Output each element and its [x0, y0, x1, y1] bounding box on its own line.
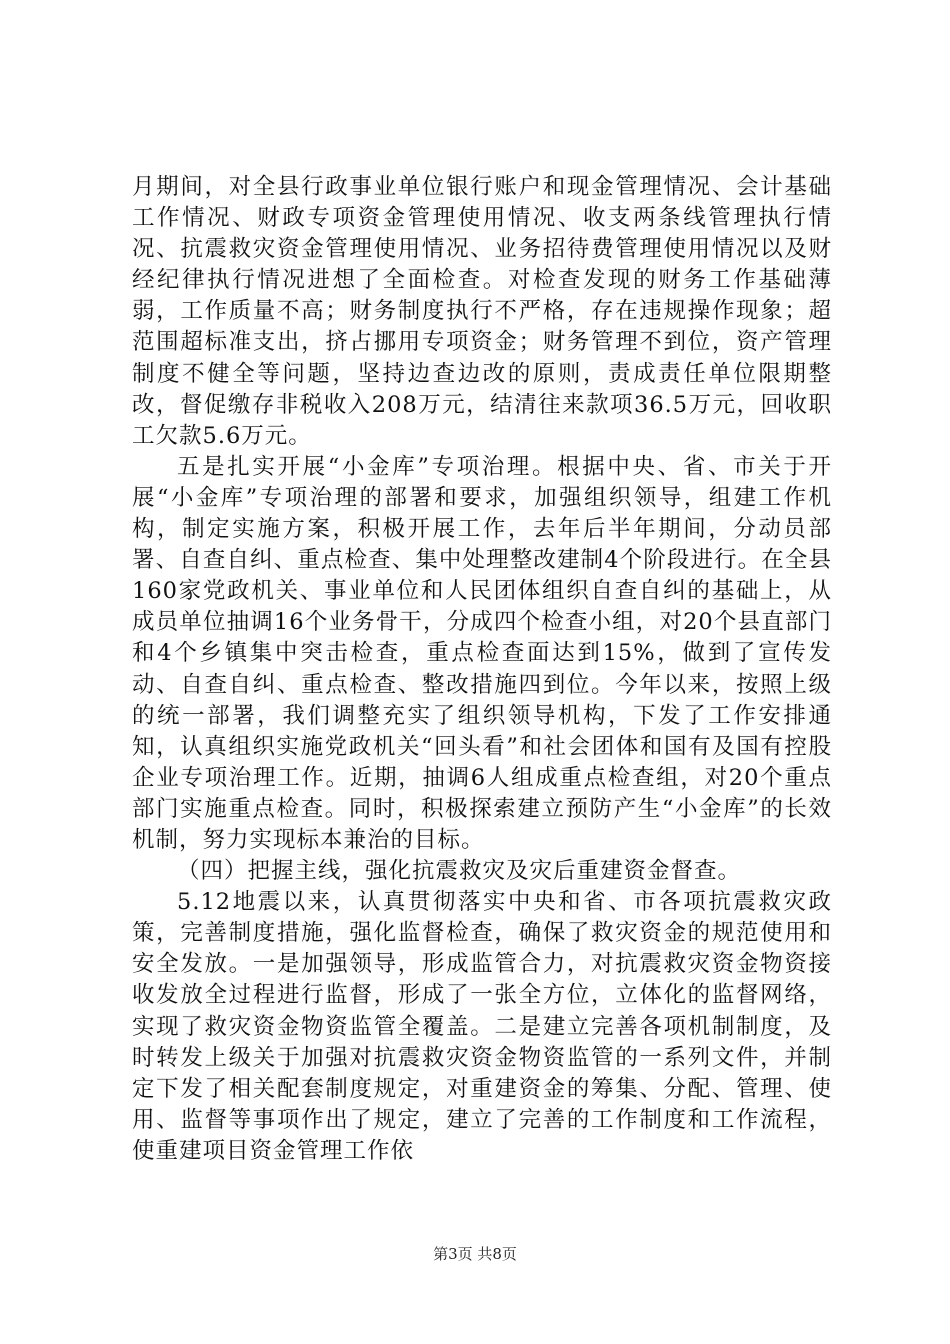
section-heading: （四）把握主线，强化抗震救灾及灾后重建资金督查。 — [177, 858, 742, 885]
page-footer: 第3页 共8页 — [433, 1245, 517, 1263]
paragraph-2: 五是扎实开展“小金库”专项治理。根据中央、省、市关于开展“小金库”专项治理的部署和要求，加强组织领导，组建工作机构，制定实施方案，积极开展工作，去年后半年期间，分动员部署、自查自纠、重点检查、集中处理整改建制4个阶段进行。在全县160家党政机关、事业单位和人民团体组织自查自纠的基础上，从成员单位抽调16个业务骨干，分成四个检查小组，对20个县直部门和4个乡镇集中突击检查，重点检查面达到15%，做到了宣传发动、自查自纠、重点检查、整改措施四到位。今年以来，按照上级的统一部署，我们调整充实了组织领导机构，下发了工作安排通知，认真组织实施党政机关“回头看”和社会团体和国有及国有控股企业专项治理工作。近期，抽调6人组成重点检查组，对20个重点部门实施重点检查。同时，积极探索建立预防产生“小金库”的长效机制，努力实现标本兼治的目标。 — [132, 453, 832, 853]
paragraph-3: 5.12地震以来，认真贯彻落实中央和省、市各项抗震救灾政策，完善制度措施，强化监督检查，确保了救灾资金的规范使用和安全发放。一是加强领导，形成监管合力，对抗震救灾资金物资接收发放全过程进行监督，形成了一张全方位，立体化的监督网络，实现了救灾资金物资监管全覆盖。二是建立完善各项机制制度，及时转发上级关于加强对抗震救灾资金物资监管的一系列文件，并制定下发了相关配套制度规定，对重建资金的筹集、分配、管理、使用、监督等事项作出了规定，建立了完善的工作制度和工作流程，使重建项目资金管理工作依 — [132, 889, 832, 1164]
paragraph-1: 月期间，对全县行政事业单位银行账户和现金管理情况、会计基础工作情况、财政专项资金管理使用情况、收支两条线管理执行情况、抗震救灾资金管理使用情况、业务招待费管理使用情况以及财经纪律执行情况进想了全面检查。对检查发现的财务工作基础薄弱，工作质量不高；财务制度执行不严格，存在违规操作现象；超范围超标准支出，挤占挪用专项资金；财务管理不到位，资产管理制度不健全等问题，坚持边查边改的原则，责成责任单位限期整改，督促缴存非税收入208万元，结清往来款项36.5万元，回收职工欠款5.6万元。 — [132, 174, 832, 449]
document-body — [132, 172, 832, 1167]
